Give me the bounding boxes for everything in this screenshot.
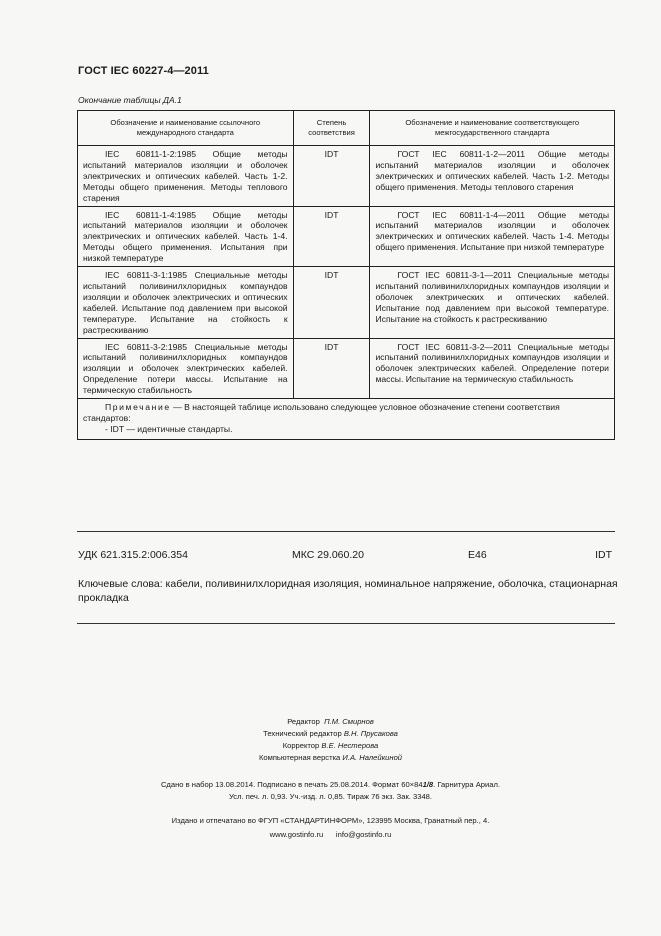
intl-standard-cell: IEC 60811-3-1:1985 Специальные методы испытаний поливинилхлоридных компаундов изоляции и оболочек электрических и оптических кабелей. Испытание под давлением при высокой температуре. Испытание на стойкость к растрескиванию: [78, 267, 294, 338]
udk-code: УДК 621.315.2:006.354: [78, 549, 188, 561]
note-text: — В настоящей таблице использовано следующее условное обозначение степени соответствия стандартов:: [83, 402, 560, 423]
classification-row: [78, 549, 614, 563]
email-link[interactable]: info@gostinfo.ru: [335, 830, 392, 839]
table-note: [78, 399, 615, 440]
divider-top: [77, 531, 615, 532]
intl-standard-cell: IEC 60811-1-4:1985 Общие методы испытаний материалов изоляции и оболочек электрических и оптических кабелей. Часть 1-4. Методы общего применения. Испытания при низкой температуре: [78, 206, 294, 267]
degree-cell: IDT: [293, 146, 370, 207]
table-row: [78, 146, 615, 207]
credit-layout: Компьютерная верстка И.А. Налейкиной: [258, 753, 403, 762]
degree-cell: IDT: [293, 206, 370, 267]
reference-table: [77, 110, 615, 440]
standard-title: ГОСТ IEC 60227-4—2011: [78, 65, 209, 77]
table-row: [78, 267, 615, 338]
divider-bottom: [77, 623, 615, 624]
table-note-row: [78, 399, 615, 440]
degree-cell: IDT: [293, 338, 370, 399]
intl-standard-cell: IEC 60811-3-2:1985 Специальные методы испытаний поливинилхлоридных компаундов изоляции и оболочек электрических кабелей. Определение потери массы. Испытание на термическую стабильность: [78, 338, 294, 399]
national-standard-cell: ГОСТ IEC 60811-3-2—2011 Специальные методы испытаний поливинилхлоридных компаундов изоляции и оболочек электрических кабелей. Определение потери массы. Испытание на термическую стабильность: [370, 338, 615, 399]
national-standard-cell: ГОСТ IEC 60811-3-1—2011 Специальные методы испытаний поливинилхлоридных компаундов изоляции и оболочек электрических и оптических кабелей. Испытание под давлением при высокой температуре. Испытание на стойкость к растрескиванию: [370, 267, 615, 338]
print-details-line1: Сдано в набор 13.08.2014. Подписано в печать 25.08.2014. Формат 60×841/8. Гарнитура Ариал.: [160, 780, 501, 789]
table-caption: Окончание таблицы ДА.1: [78, 95, 182, 105]
publisher-line: Издано и отпечатано во ФГУП «СТАНДАРТИНФОРМ», 123995 Москва, Гранатный пер., 4.: [171, 816, 490, 825]
column-header-degree: Степень соответствия: [293, 111, 370, 146]
credit-corrector: Корректор В.Е. Нестерова: [282, 741, 379, 750]
print-details-line2: Усл. печ. л. 0,93. Уч.-изд. л. 0,85. Тираж 76 экз. Зак. 3348.: [228, 792, 433, 801]
note-item: - IDT — идентичные стандарты.: [105, 423, 233, 434]
correspondence-degree: IDT: [595, 549, 612, 561]
table-row: [78, 206, 615, 267]
table-header-row: [78, 111, 615, 146]
national-standard-cell: ГОСТ IEC 60811-1-4—2011 Общие методы испытаний материалов изоляции и оболочек электрических и оптических кабелей. Часть 1-4. Методы общего применения. Испытание при низкой температуре: [370, 206, 615, 267]
contacts-line: [0, 830, 661, 839]
table-row: [78, 338, 615, 399]
column-header-national: Обозначение и наименование соответствующего межгосударственного стандарта: [370, 111, 615, 146]
credit-tech-editor: Технический редактор В.Н. Прусакова: [263, 729, 398, 738]
credit-editor: Редактор П.М. Смирнов: [287, 717, 374, 726]
note-label: Примечание: [105, 402, 171, 413]
keywords: Ключевые слова: кабели, поливинилхлоридная изоляция, номинальное напряжение, оболочка, стационарная прокладка: [78, 578, 618, 604]
okstu-code: E46: [468, 549, 487, 561]
national-standard-cell: ГОСТ IEC 60811-1-2—2011 Общие методы испытаний материалов изоляции и оболочек электрических и оптических кабелей. Часть 1-2. Методы общего применения. Методы теплового старения: [370, 146, 615, 207]
degree-cell: IDT: [293, 267, 370, 338]
column-header-intl: Обозначение и наименование ссылочного международного стандарта: [78, 111, 294, 146]
mks-code: МКС 29.060.20: [292, 549, 364, 561]
intl-standard-cell: IEC 60811-1-2:1985 Общие методы испытаний материалов изоляции и оболочек электрических и оптических кабелей. Часть 1-2. Методы общего применения. Методы теплового старения: [78, 146, 294, 207]
website-link[interactable]: www.gostinfo.ru: [269, 830, 324, 839]
format-fraction: 1/8: [422, 780, 434, 789]
